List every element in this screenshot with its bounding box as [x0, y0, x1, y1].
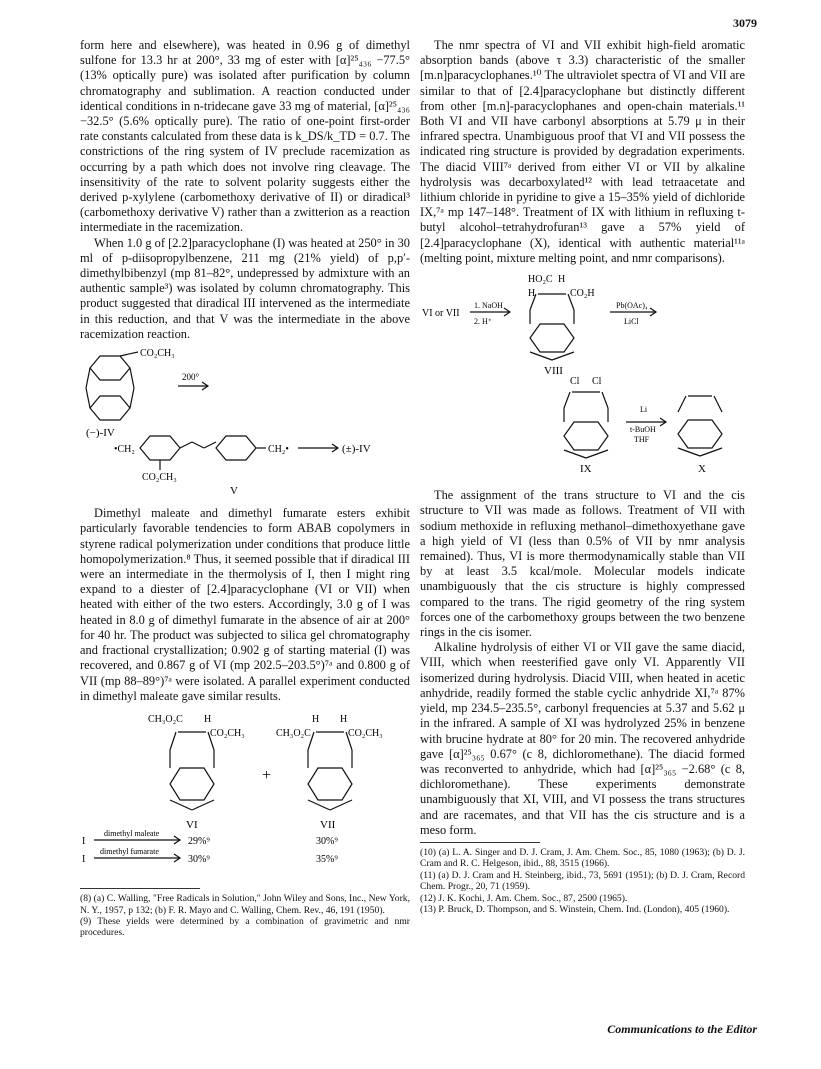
- radical-left: •CH₂: [114, 444, 135, 456]
- footnote-12: (12) J. K. Kochi, J. Am. Chem. Soc., 87, 2500 (1965).: [420, 892, 628, 904]
- yield-vii-maleate: 30%⁹: [316, 835, 338, 847]
- vii-left-ester: CH₃O₂C: [276, 727, 311, 739]
- v-ester-label: CO₂CH₃: [142, 472, 177, 484]
- scheme-degradation-drawing: [420, 272, 745, 478]
- viii-acid-left: HO₂C: [528, 274, 553, 286]
- degradation-start: VI or VII: [422, 308, 460, 320]
- condition-maleate: dimethyl maleate: [104, 828, 160, 838]
- right-column: [420, 38, 745, 915]
- scheme-ring-expansion-drawing: [80, 710, 410, 878]
- viii-hydrogen-top: H: [558, 274, 566, 286]
- step-acid: 2. H⁺: [474, 317, 492, 327]
- vi-right-ester: CO₂CH₃: [210, 727, 245, 739]
- reagent-lead-acetate: Pb(OAc)₄: [616, 301, 648, 311]
- yield-vi-fumarate: 30%⁹: [188, 853, 210, 865]
- yield-vii-fumarate: 35%⁹: [316, 853, 338, 865]
- radical-right: CH₂•: [268, 444, 289, 456]
- start-i-a: I: [82, 835, 86, 847]
- scheme-racemization-drawing: [80, 348, 410, 496]
- compound-x-label: X: [698, 463, 706, 476]
- yield-vi-maleate: 29%⁹: [188, 835, 210, 847]
- reagent-lithium-chloride: LiCl: [624, 317, 639, 327]
- left-column: [80, 38, 410, 939]
- compound-vii-label: VII: [320, 818, 336, 831]
- reagent-tbuoh: t-BuOH: [630, 425, 656, 435]
- page-number: 3079: [733, 16, 757, 30]
- compound-v-label: V: [230, 485, 238, 497]
- footnote-8: (8) (a) C. Walling, "Free Radicals in Solution," John Wiley and Sons, Inc., New York, N. Y., 1957, p 132; (b) F. R. Mayo and C. Walling, Chem. Rev., 46, 191 (1950).: [80, 893, 410, 916]
- left-paragraph-1: form here and elsewhere), was heated in 0.96 g of dimethyl sulfone for 13.3 hr at 200°, 33 mg of ester with [α]²⁵₄₃₆ −77.5° (13% optically pure) was isolated after purification by column chromatography and sublimation. A reaction conducted under identical conditions in n-tridecane gave 33 mg of material, [α]²⁵₄₃₆ −32.5° (5.6% optically pure). The ratio of one-point first-order rate constants calculated from these data is k_DS/k_TD = 0.7. The constrictions of the ring system of IV preclude racemization as occurring by a path which does not involve ring cleavage. The insensitivity of the rate to solvent polarity suggests either the derived p-xylylene (carbomethoxy derivative of II) or diradical³ (carbomethoxy derivative V) rather than a zwitterion as a reaction intermediate in the racemization.: [80, 38, 410, 235]
- vii-right-ester: CO₂CH₃: [348, 727, 383, 739]
- scheme-racemization: [80, 348, 410, 500]
- compound-ix-label: IX: [580, 463, 592, 476]
- compound-iv-label: (−)-IV: [86, 427, 115, 440]
- left-paragraph-3: Dimethyl maleate and dimethyl fumarate esters exhibit particularly favorable tendencies to form ABAB copolymers in styrene radical polymerization under conditions that produce little homopolymerization.⁸ Thus, it seemed possible that if diradical III were an intermediate in the thermolysis of I, then I might ring expand to a diester of [2.4]paracyclophane (VI or VII) when heated with either of the two esters. Accordingly, 3.0 g of I was heated in 8.0 g of dimethyl fumarate in the absence of air at 200° for 40 hr. The product was subjected to silica gel chromatography and fractional crystallization; 0.902 g of starting material (I) was recovered, and 0.867 g of VI (mp 202.5–203.5°)⁷ᵃ and 0.800 g of VII (mp 88–89°)⁷ᵃ were isolated. A parallel experiment conducted in dimethyl maleate gave similar results.: [80, 506, 410, 703]
- heat-temperature: 200°: [182, 372, 200, 383]
- viii-acid-right: CO₂H: [570, 288, 595, 300]
- left-paragraph-2: When 1.0 g of [2.2]paracyclophane (I) was heated at 250° in 30 ml of p-diisopropylbenzene, 211 mg (21% yield) of p,p′-dimethylbibenzyl (mp 81–82°, undepressed by admixture with an authentic sample³) was isolated by column chromatography. This product suggested that diradical III intervened as the intermediate in this reduction, and that V was the intermediate in the above racemization reaction.: [80, 235, 410, 341]
- footnote-rule-left: [80, 888, 200, 889]
- footnote-10: (10) (a) L. A. Singer and D. J. Cram, J. Am. Chem. Soc., 85, 1080 (1963); (b) D. J. Cram and R. C. Helgeson, ibid., 88, 3515 (1966).: [420, 846, 745, 870]
- iv-ester-label: CO₂CH₃: [140, 348, 175, 360]
- plus-sign: +: [262, 766, 272, 784]
- scheme-degradation: [420, 272, 745, 482]
- vi-hydrogen: H: [204, 713, 212, 725]
- footnote-rule-right: [420, 842, 540, 843]
- right-paragraph-3: Alkaline hydrolysis of either VI or VII gave the same diacid, VIII, which when reesterified gave only VI. Apparently VII isomerized during hydrolysis. Diacid VIII, when heated in acetic anhydride, readily formed the stable cyclic anhydride XI,⁷ᵃ 87% yield, mp 234.5–235.5°, carbonyl frequencies at 5.37 and 5.62 μ in the infrared. A sample of XI was hydrolyzed 25% in benzene with brucine hydrate at 80° for 20 min. The recovered anhydride gave [α]²⁵₃₆₅ 0.67° (c 8, dichloromethane). The diacid formed was reconverted to anhydride, which had [α]²⁵₃₆₅ −2.68° (c 8, dichloromethane). These experiments demonstrate unambiguously that XI, VIII, and VI possess the trans structures and are racemates, and that VII has the cis structure and is a meso form.: [420, 640, 745, 837]
- scheme-ring-expansion: [80, 710, 410, 882]
- footnote-13: (13) P. Bruck, D. Thompson, and S. Winstein, Chem. Ind. (London), 405 (1960).: [420, 903, 730, 915]
- footnote-9: (9) These yields were determined by a combination of gravimetric and nmr procedures.: [80, 915, 410, 939]
- compound-viii-label: VIII: [544, 365, 563, 378]
- footnote-11: (11) (a) D. J. Cram and H. Steinberg, ibid., 73, 5691 (1951); (b) D. J. Cram, Record Chem. Progr., 20, 71 (1959).: [420, 869, 745, 893]
- reagent-thf: THF: [634, 435, 650, 445]
- compound-vi-label: VI: [186, 818, 198, 831]
- vii-hydrogen-2: H: [340, 713, 348, 725]
- reagent-lithium: Li: [640, 405, 648, 415]
- condition-fumarate: dimethyl fumarate: [100, 846, 159, 856]
- right-paragraph-2: The assignment of the trans structure to VI and the cis structure to VII was made as follows. Treatment of VII with sodium methoxide in refluxing methanol–dimethoxyethane gave a high yield of VI (less than 0.5% of VII by nmr analysis remained). Thus, VI is more thermodynamically stable than VII by at least 3.5 kcal/mole. Molecular models indicate unambiguously that the cis structure is highly compressed compared to the trans. The rigid geometry of the ring system forces one of the carbomethoxy groups between the two benzene rings in the cis isomer.: [420, 488, 745, 640]
- ix-chlorine-1: Cl: [570, 376, 580, 388]
- step-naoh: 1. NaOH: [474, 301, 503, 311]
- right-paragraph-1: The nmr spectra of VI and VII exhibit high-field aromatic absorption bands (above τ 3.3) characteristic of the smaller [m.n]paracyclophanes.¹⁰ The ultraviolet spectra of VI and VII are similar to that of [2.4]paracyclophane but distinctly different from other [m.n]-paracyclophanes and open-chain materials.¹¹ Both VI and VII have carbonyl absorptions at 5.79 μ in their infrared spectra. Unambiguous proof that VI and VII possess the indicated ring structure is provided by degradation experiments. The diacid VIII⁷ᵃ derived from either VI or VII by alkaline hydrolysis was decarboxylated¹² with lead tetraacetate and lithium chloride in pyridine to give a 15–35% yield of dichloride IX,⁷ᵃ mp 147–148°. Treatment of IX with lithium in refluxing t-butyl alcohol–tetrahydrofuran¹³ gave a 57% yield of [2.4]paracyclophane (X), identical with authentic material¹¹ᵃ (melting point, mixture melting point, and nmr comparisons).: [420, 38, 745, 265]
- start-i-b: I: [82, 853, 86, 865]
- vii-hydrogen-1: H: [312, 713, 320, 725]
- racemic-product: (±)-IV: [342, 443, 371, 456]
- viii-hydrogen-side: H: [528, 288, 536, 300]
- ix-chlorine-2: Cl: [592, 376, 602, 388]
- vi-left-ester: CH₃O₂C: [148, 713, 183, 725]
- section-footer: Communications to the Editor: [607, 1022, 757, 1036]
